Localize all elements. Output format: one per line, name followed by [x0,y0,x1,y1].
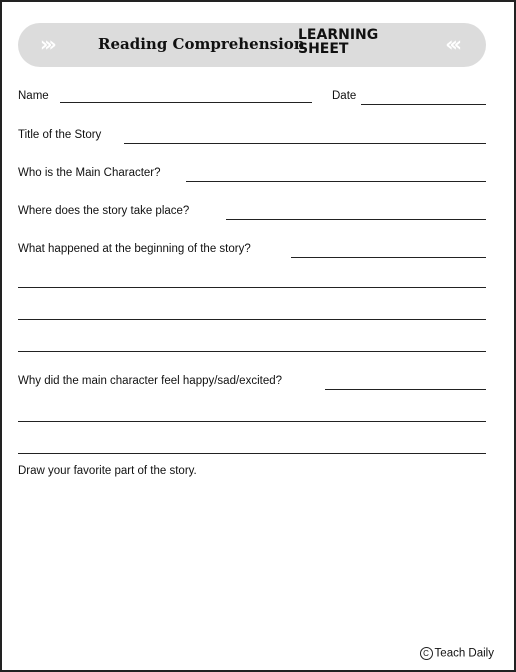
chevrons-left-icon: ‹‹‹ [445,32,458,56]
date-label: Date [332,90,357,102]
header-banner [18,23,486,67]
chevrons-right-icon: ››› [40,32,53,56]
brand-name: Teach Daily [434,647,494,660]
drawing-area[interactable] [18,487,486,637]
copyright-icon: C [420,647,433,660]
main-character-label: Who is the Main Character? [18,167,161,179]
worksheet-subtitle [298,28,378,56]
main-character-answer-line[interactable] [186,181,486,182]
draw-label: Draw your favorite part of the story. [18,465,197,477]
setting-answer-line[interactable] [226,219,486,220]
worksheet-title: Reading Comprehension [98,35,305,53]
date-answer-line[interactable] [361,104,486,105]
beginning-answer-line[interactable] [291,257,486,258]
beginning-extra-line-1[interactable] [18,287,486,288]
beginning-extra-line-2[interactable] [18,319,486,320]
story-title-answer-line[interactable] [124,143,486,144]
beginning-extra-line-3[interactable] [18,351,486,352]
name-answer-line[interactable] [60,102,312,103]
story-title-label: Title of the Story [18,129,102,141]
beginning-label: What happened at the beginning of the story? [18,243,251,255]
subtitle-line-1: LEARNING [298,27,379,43]
feeling-answer-line[interactable] [325,389,486,390]
subtitle-line-2: SHEET [298,41,349,57]
footer-credit [420,647,494,660]
setting-label: Where does the story take place? [18,205,190,217]
feeling-extra-line-2[interactable] [18,453,486,454]
feeling-label: Why did the main character feel happy/sad/excited? [18,375,283,387]
name-label: Name [18,90,49,102]
feeling-extra-line-1[interactable] [18,421,486,422]
